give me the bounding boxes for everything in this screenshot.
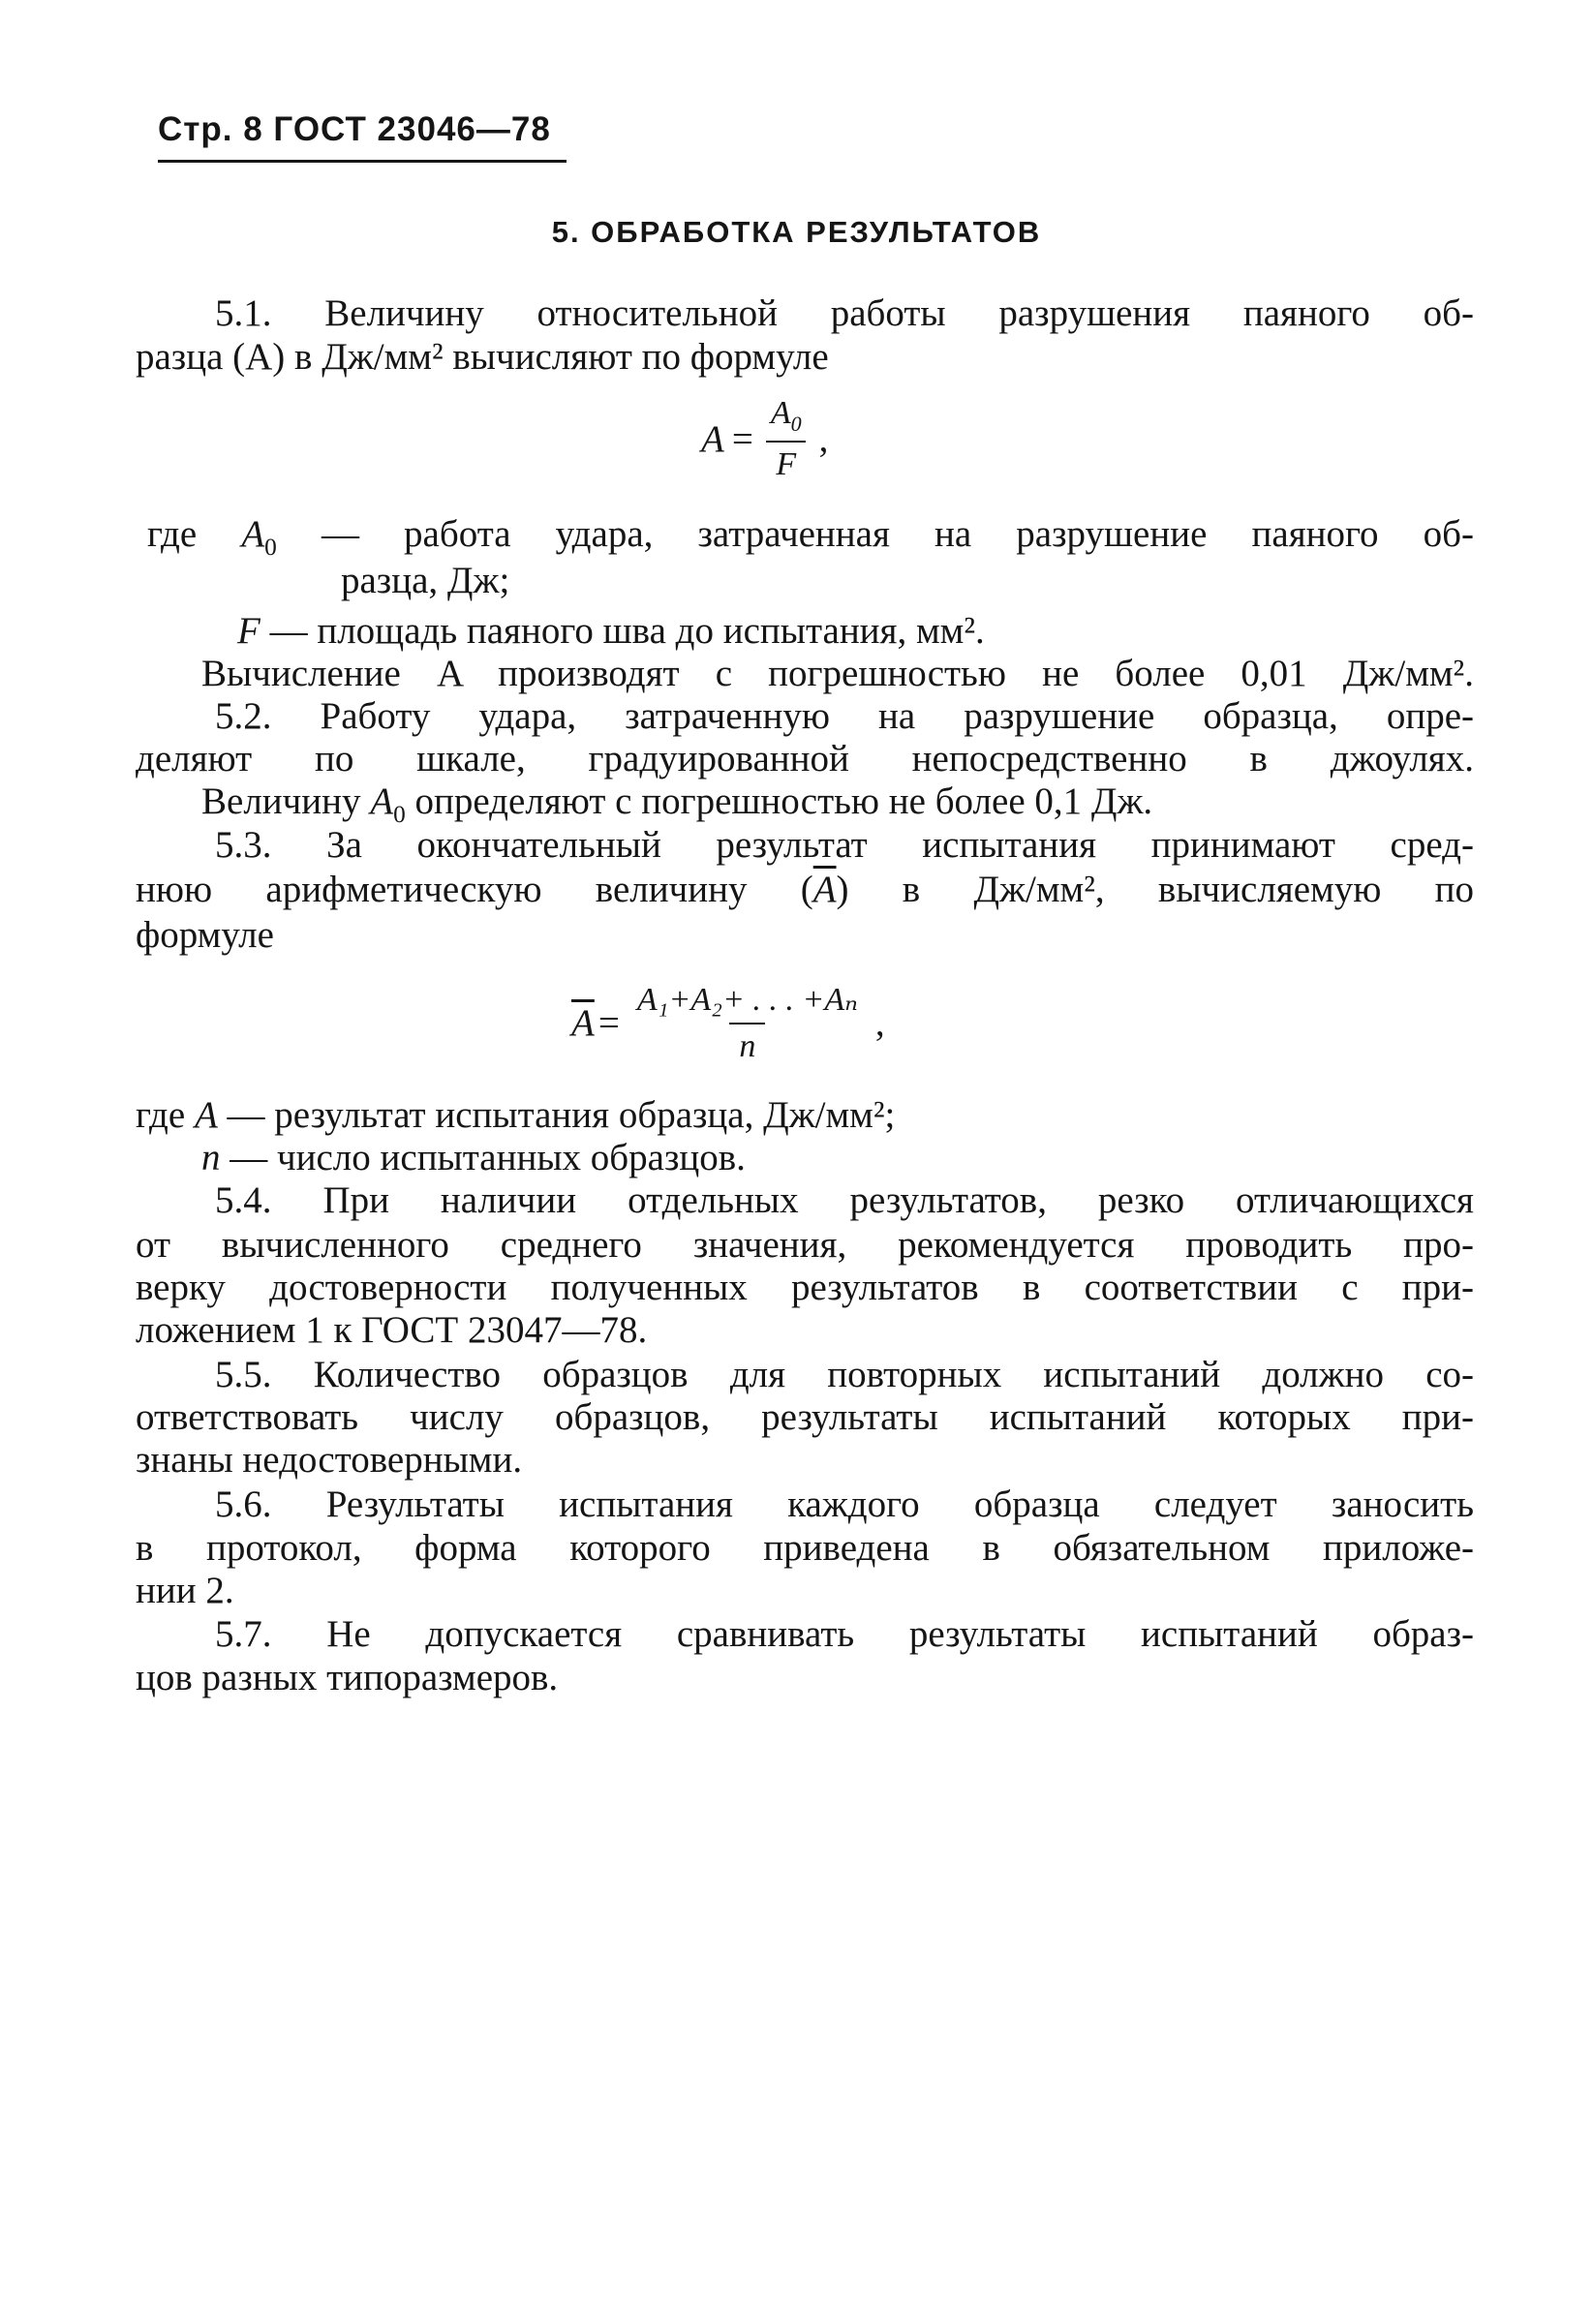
formula-2-eq: = [597, 1001, 620, 1044]
formula-1-denominator: F [766, 441, 806, 483]
p56-line-3: нии 2. [136, 1570, 234, 1611]
formula-2-denominator: n [729, 1023, 765, 1065]
p54-line-1: 5.4. При наличии отдельных результатов, резко отличающихся [215, 1179, 1474, 1221]
p52-line-3: Величину $A_0$ определяют с погрешностью не более 0,1 Дж. [201, 780, 1153, 828]
formula-2-numerator: A₁+A₂+ . . . +Aₙ [636, 982, 858, 1018]
page-header: Стр. 8 ГОСТ 23046—78 [158, 110, 551, 148]
p53-line-1: 5.3. За окончательный результат испытания принимают сред- [215, 824, 1474, 866]
p54-line-3: верку достоверности полученных результатов в соответствии с при- [136, 1267, 1474, 1308]
formula-1-tail: , [818, 417, 829, 460]
where-2-line-2: n — число испытанных образцов. [201, 1137, 746, 1178]
p51-line-2: разца (A) в Дж/мм² вычисляют по формуле [136, 336, 829, 378]
section-title: 5. ОБРАБОТКА РЕЗУЛЬТАТОВ [551, 215, 1042, 249]
p53-line-3: формуле [136, 914, 274, 956]
formula-mean [571, 980, 885, 1065]
p55-line-1: 5.5. Количество образцов для повторных испытаний должно со- [215, 1354, 1474, 1395]
p52-line-2: деляют по шкале, градуированной непосредственно в джоулях. [136, 738, 1474, 780]
p54-line-2: от вычисленного среднего значения, рекомендуется проводить про- [136, 1224, 1474, 1266]
formula-2-lhs: $\overline{A}$ [571, 1001, 595, 1044]
formula-2-tail: , [874, 1001, 885, 1044]
formula-relative-work [701, 395, 828, 483]
where-2-line-1: где A — результат испытания образца, Дж/мм²; [136, 1094, 896, 1136]
formula-1-fraction [761, 395, 812, 483]
formula-1-lhs: A [701, 417, 724, 460]
p53-line-2: нюю арифметическую величину $(\overline{A})$ в Дж/мм², вычисляемую по [136, 869, 1474, 910]
p55-line-2: ответствовать числу образцов, результаты испытаний которых при- [136, 1396, 1474, 1438]
p56-line-1: 5.6. Результаты испытания каждого образца следует заносить [215, 1483, 1474, 1525]
p57-line-2: цов разных типоразмеров. [136, 1657, 559, 1698]
p52-line-1: 5.2. Работу удара, затраченную на разрушение образца, опре- [215, 695, 1474, 737]
p55-line-3: знаны недостоверными. [136, 1439, 523, 1481]
p54-line-4: ложением 1 к ГОСТ 23047—78. [136, 1309, 648, 1351]
formula-1-eq: = [731, 417, 753, 460]
p57-line-1: 5.7. Не допускается сравнивать результаты испытаний образ- [215, 1613, 1474, 1655]
where-1-line-1: где $A_0$ — работа удара, затраченная на разрушение паяного об- [147, 513, 1474, 561]
where-1-line-3: F — площадь паяного шва до испытания, мм². [237, 610, 985, 652]
where-1-line-4: Вычисление A производят с погрешностью не более 0,01 Дж/мм². [201, 653, 1474, 694]
p51-line-1: 5.1. Величину относительной работы разрушения паяного об- [215, 292, 1474, 334]
where-1-line-2: разца, Дж; [341, 560, 510, 601]
formula-2-fraction [628, 980, 868, 1065]
formula-1-numerator: $A_0$ [770, 395, 802, 436]
p56-line-2: в протокол, форма которого приведена в обязательном приложе- [136, 1527, 1474, 1569]
header-rule [158, 160, 567, 163]
